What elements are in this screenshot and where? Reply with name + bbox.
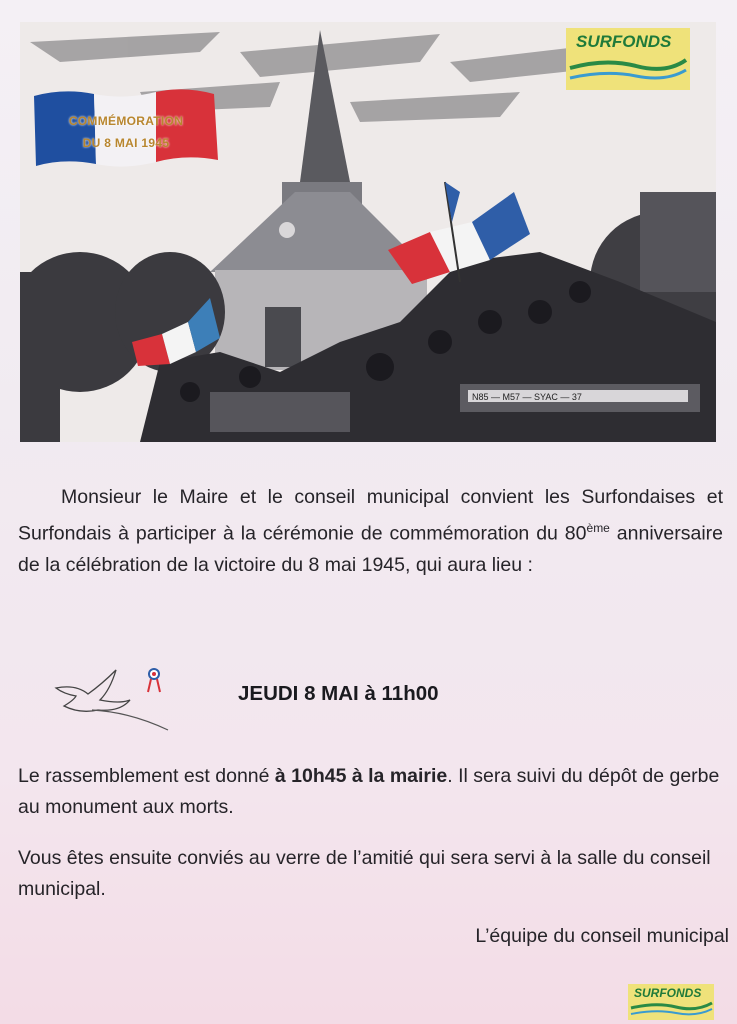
svg-text:N85 — M57 — SYAC — 37: N85 — M57 — SYAC — 37 [472,392,582,402]
ordinal-suffix: ème [586,521,610,535]
gathering-text-b: . Il sera suivi du dépôt de gerbe au monument aux morts. [18,765,720,818]
dove-icon [50,660,180,732]
invitation-text-a: Monsieur le Maire et le conseil municipal convient les Surfondaises et Surfondais à participer à la cérémonie de commémoration du 80 [18,486,723,545]
logo-text: SURFONDS [576,32,672,51]
gathering-text-a: Le rassemblement est donné [18,765,275,787]
logo-waves-icon [566,28,690,90]
banner-line-2: DU 8 MAI 1945 [82,136,170,150]
invitation-text-b: anniversaire de la célébration de la victoire du 8 mai 1945, qui aura lieu : [18,522,724,576]
event-date-time: JEUDI 8 MAI à 11h00 [238,682,439,705]
reception-paragraph: Vous êtes ensuite conviés au verre de l’amitié qui sera servi à la salle du conseil municipal. [18,847,711,900]
signature: L’équipe du conseil municipal [475,925,729,947]
gathering-place-time: à 10h45 à la mairie [274,765,448,787]
dove-decoration [50,660,180,737]
cockade-icon [148,668,160,692]
surfonds-logo [566,28,690,90]
invitation-paragraph [18,482,723,581]
gathering-paragraph [18,761,723,823]
commemoration-banner [34,88,218,170]
banner-line-1: COMMÉMORATION [68,114,184,128]
logo-waves-icon [628,984,714,1020]
logo-text-small: SURFONDS [634,986,702,1000]
church-drawing [210,30,430,370]
surfonds-logo-small [628,984,714,1020]
